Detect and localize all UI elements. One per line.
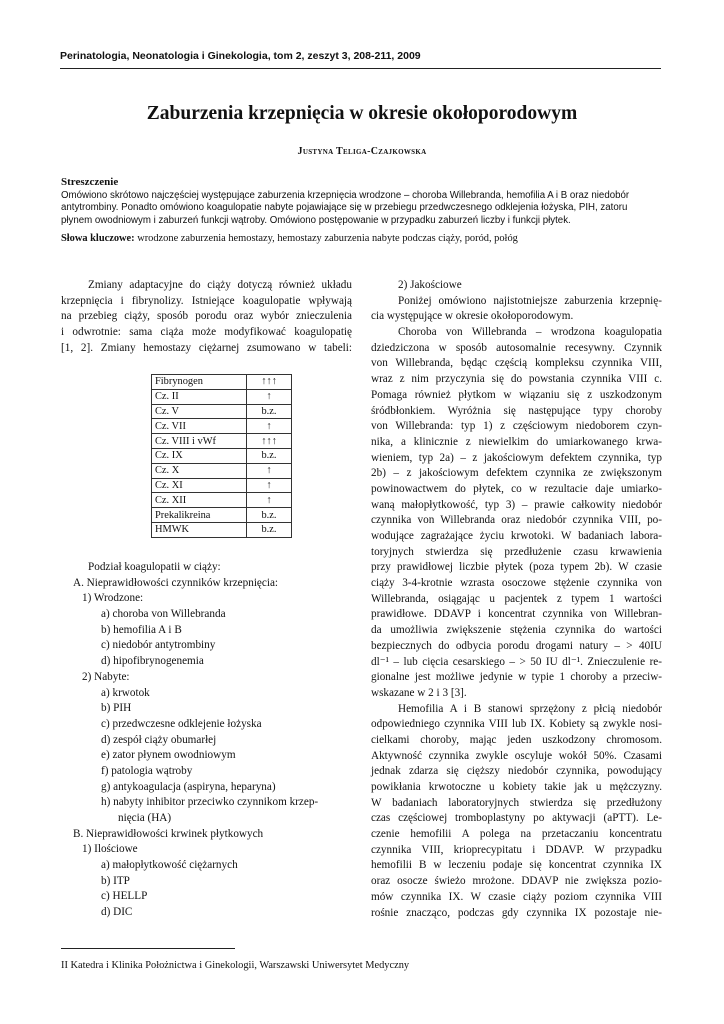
paragraph-line: odpowiedniego czynnika VIII lub IX. Kobiety są zwykle nosi-	[371, 718, 662, 731]
abstract-heading: Streszczenie	[61, 176, 119, 188]
list-item: b) PIH	[101, 702, 132, 715]
paragraph-line: Hemofilia A i B stanowi sprzężony z płcią niedobór	[398, 702, 662, 715]
paragraph-line: waną małopłytkowość, typ 3) – prawie całkowity niedobór	[371, 498, 662, 511]
paragraph-line: powikłania krwotoczne u kobiety takie jak u mężczyzny.	[371, 781, 662, 793]
table-row	[152, 375, 292, 390]
table-row	[152, 448, 292, 463]
paragraph-line: czas częściowej tromboplastyny po aktywacji (aPTT). Le-	[371, 812, 662, 825]
paragraph-line: Poniżej omówiono najistotniejsze zaburzenia krzepnię-	[398, 294, 662, 307]
article-title: Zaburzenia krzepnięcia w okresie okołoporodowym	[146, 103, 578, 124]
paragraph-line: von Willebranda, będąc częścią kompleksu czynnika VIII,	[371, 357, 662, 370]
change-cell: ↑	[247, 419, 292, 434]
list-item: 2) Nabyte:	[82, 670, 130, 683]
list-item: h) nabyty inhibitor przeciwko czynnikom krzep-	[101, 796, 319, 809]
paragraph-line: czynnika VIII, krioprecypitatu i DDAVP. W przypadku	[371, 843, 662, 856]
paragraph-line: 2b) – z jakościowym defektem czynnika ze zwiększonym	[371, 467, 662, 480]
table-row	[152, 419, 292, 434]
keywords-label: Słowa kluczowe:	[61, 233, 135, 244]
change-cell: b.z.	[247, 404, 292, 419]
list-item: d) DIC	[101, 906, 133, 919]
hemostasis-table	[151, 374, 292, 538]
paragraph-line: dziedziczona w sposób autosomalnie recesywny. Czynnik	[371, 341, 662, 354]
journal-header: Perinatologia, Neonatologia i Ginekologia, tom 2, zeszyt 3, 208-211, 2009	[60, 50, 421, 62]
change-cell: b.z.	[247, 508, 292, 523]
change-cell: ↑	[247, 478, 292, 493]
coagulopathy-list	[61, 560, 318, 921]
list-item: 1) Wrodzone:	[82, 592, 144, 605]
table-row	[152, 508, 292, 523]
factor-cell: Prekalikreina	[152, 508, 247, 523]
paragraph-line: [1, 2]. Zmiany hemostazy ciężarnej zsumowano w tabeli:	[61, 341, 352, 354]
factor-cell: Cz. VII	[152, 419, 247, 434]
list-item: e) zator płynem owodniowym	[101, 749, 236, 762]
list-item: d) hipofibrynogenemia	[101, 655, 204, 668]
paragraph-line: jednak zdarza się cięższy niedobór czynnika, powodujący	[371, 765, 662, 778]
header-rule	[60, 68, 661, 69]
list-item: a) choroba von Willebranda	[101, 608, 226, 621]
factor-cell: Fibrynogen	[152, 375, 247, 390]
table-row	[152, 478, 292, 493]
list-item: c) przedwczesne odklejenie łożyska	[101, 717, 262, 730]
paragraph-line: wieniem, typ 2a) – z jakościowym defektem czynnika, typ	[371, 451, 662, 464]
change-cell: ↑↑↑	[247, 375, 292, 390]
factor-cell: Cz. IX	[152, 448, 247, 463]
paragraph-line: cielkami choroby, mając jeden uszkodzony chromosom.	[371, 733, 662, 746]
paragraph-line: Willebranda, osiągając u pacjentek z typem 1 wartości	[371, 592, 662, 605]
paragraph-line: na przebieg ciąży, sposób porodu oraz wybór znieczulenia	[61, 310, 352, 323]
paragraph-line: czynnika von Willebranda oraz niedobór czynnika VIII, po-	[371, 514, 662, 527]
factor-cell: Cz. XI	[152, 478, 247, 493]
abstract	[61, 190, 661, 227]
change-cell: b.z.	[247, 448, 292, 463]
table-row	[152, 389, 292, 404]
paragraph-line: wskazane w 2 i 3 [3].	[371, 686, 467, 699]
factor-cell: HMWK	[152, 522, 247, 537]
paragraph-line: ciąży 3-4-krotnie wzrasta osoczowe stężenie czynnika von	[371, 577, 662, 590]
list-item: c) HELLP	[101, 890, 148, 903]
paragraph-line: Aktywność czynnika zwykle oscyluje wokół 50%. Czasami	[371, 749, 662, 762]
table-row	[152, 493, 292, 508]
paragraph-line: powinowactwem do płytek, co w rezultacie daje umiarko-	[371, 482, 662, 495]
abstract-line: antytrombiny. Ponadto omówiono koagulopatie nabyte pojawiające się w przebiegu przedwczesnego odklejenia łożyska, PIH, zatoru	[61, 202, 628, 214]
change-cell: ↑↑↑	[247, 434, 292, 449]
abstract-line: Omówiono skrótowo najczęściej występujące zaburzenia krzepnięcia wrodzone – choroba Willebranda, hemofilia A i B oraz niedobór	[61, 190, 630, 201]
table-row	[152, 522, 292, 537]
paragraph-line: mów czynnika IX. W czasie ciąży poziom czynnika VIII	[371, 890, 662, 903]
paragraph-line: cia występujące w okresie okołoporodowym.	[371, 310, 574, 323]
paragraph-line: Zmiany adaptacyjne do ciąży dotyczą również układu	[88, 279, 352, 291]
paragraph-line: W badaniach laboratoryjnych stwierdza się przedłużony	[371, 796, 662, 809]
change-cell: b.z.	[247, 522, 292, 537]
list-item: Podział koagulopatii w ciąży:	[88, 561, 221, 573]
keywords-text: wrodzone zaburzenia hemostazy, hemostazy zaburzenia nabyte podczas ciąży, poród, połóg	[134, 233, 518, 244]
paragraph-line: wodujące zagrażające życiu krwotoki. W badaniach labora-	[371, 530, 662, 542]
list-item: a) małopłytkowość ciężarnych	[101, 859, 238, 872]
factor-cell: Cz. XII	[152, 493, 247, 508]
factor-cell: Cz. V	[152, 404, 247, 419]
list-item: a) krwotok	[101, 686, 150, 699]
factor-cell: Cz. X	[152, 463, 247, 478]
list-item: g) antykoagulacja (aspiryna, heparyna)	[101, 780, 276, 793]
right-column	[371, 278, 662, 921]
paragraph-line: Choroba von Willebranda – wrodzona koagulopatia	[398, 326, 662, 339]
paragraph-line: nika, a klinicznie z niewielkim do umiarkowanego krwa-	[371, 435, 662, 448]
table-row	[152, 434, 292, 449]
paragraph-line: toryjnych stwierdza się przedłużenie czasu krwawienia	[371, 545, 662, 558]
paragraph-line: gionalne jest możliwe jedynie w typie 1 choroby a przeciw-	[371, 671, 662, 684]
paragraph-line: von Willebranda: typ 1) z częściowym niedoborem czyn-	[371, 420, 662, 433]
paragraph-line: da umożliwia zwiększenie stężenia czynnika do wartości	[371, 624, 662, 637]
change-cell: ↑	[247, 463, 292, 478]
table-row	[152, 404, 292, 419]
list-item: B. Nieprawidłowości krwinek płytkowych	[73, 827, 264, 840]
footnote-rule	[61, 948, 235, 949]
author: Justyna Teliga-Czajkowska	[297, 146, 427, 157]
abstract-line: płynem owodniowym i zaburzeń funkcji wątroby. Omówiono postępowanie w przypadku zaburzeń liczby i funkcji płytek.	[61, 214, 571, 226]
paragraph-line: przy prawidłowej liczbie płytek (poza typem 2b). W czasie	[371, 561, 662, 574]
left-column-intro	[61, 278, 352, 356]
paragraph-line: rośnie znacząco, podczas gdy czynnika IX pozostaje nie-	[371, 906, 662, 919]
paragraph-line: krzepnięcia i fibrynolizy. Istniejące koagulopatie wpływają	[61, 294, 352, 307]
paragraph-line: czenie hemofilii A polega na przetaczaniu koncentratu	[371, 828, 662, 841]
list-item: c) niedobór antytrombiny	[101, 639, 216, 652]
footnote-affiliation: II Katedra i Klinika Położnictwa i Ginekologii, Warszawski Uniwersytet Medyczny	[61, 960, 410, 971]
factor-cell: Cz. VIII i vWf	[152, 434, 247, 449]
paragraph-line: 2) Jakościowe	[398, 279, 462, 291]
list-item: b) ITP	[101, 874, 130, 887]
list-item: d) zespół ciąży obumarłej	[101, 733, 217, 746]
list-item: f) patologia wątroby	[101, 764, 193, 777]
list-item: b) hemofilia A i B	[101, 623, 182, 636]
paragraph-line: prawidłowe. DDAVP i koncentrat czynnika von Willebran-	[371, 608, 662, 621]
paragraph-line: oraz osocze świeżo mrożone. DDAVP nie zwiększa pozio-	[371, 875, 662, 888]
paragraph-line: Pomaga również płytkom w wiązaniu się z uszkodzonym	[371, 388, 662, 401]
factor-cell: Cz. II	[152, 389, 247, 404]
paragraph-line: śródbłonkiem. Wyróżnia się następujące typy choroby	[371, 404, 662, 417]
change-cell: ↑	[247, 389, 292, 404]
paragraph-line: hemofilii B w leczeniu podaje się koncentrat czynnika IX	[371, 859, 662, 872]
list-item: A. Nieprawidłowości czynników krzepnięcia:	[73, 576, 279, 589]
change-cell: ↑	[247, 493, 292, 508]
keywords	[61, 233, 661, 244]
paragraph-line: i odwrotnie: sama ciąża może modyfikować koagulopatię	[61, 326, 352, 339]
paragraph-line: bezpiecznych do odbycia porodu drogami natury – > 40IU	[371, 639, 662, 652]
paragraph-line: wraz z nim przyczynia się do powstania czynnika VIII c.	[371, 373, 662, 386]
list-item: nięcia (HA)	[118, 812, 172, 824]
list-item: 1) Ilościowe	[82, 843, 138, 856]
table-row	[152, 463, 292, 478]
paragraph-line: dl⁻¹ – lub cięcia cesarskiego – > 50 IU dl⁻¹. Znieczulenie re-	[371, 655, 662, 668]
